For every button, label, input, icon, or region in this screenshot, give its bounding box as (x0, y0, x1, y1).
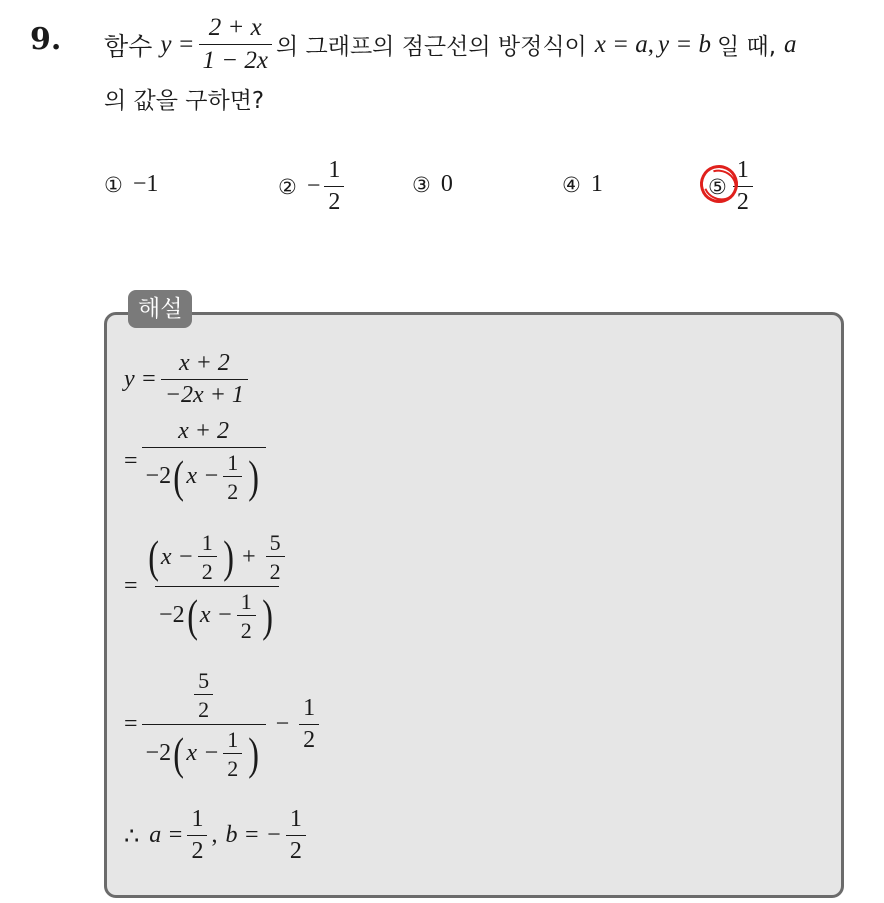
left-paren: ( (173, 727, 185, 779)
right-paren: ) (223, 531, 234, 583)
numerator: 1 (201, 530, 213, 555)
choice-3[interactable] (412, 171, 453, 198)
plus-sign: + (242, 543, 256, 570)
right-paren: ) (248, 450, 260, 502)
fraction-denominator: 1 − 2x (199, 44, 272, 76)
asymptote-y: y = b (658, 30, 711, 58)
added-fraction (266, 530, 285, 585)
coefficient: −2 (145, 463, 172, 490)
denominator: −2x + 1 (161, 379, 248, 410)
choice-value: 0 (440, 171, 453, 197)
a-value-lhs: a = (149, 822, 184, 849)
coefficient: −2 (159, 602, 185, 629)
solution-step-4 (124, 668, 323, 781)
solution-label: 해설 (128, 290, 192, 328)
denominator: 2 (324, 186, 344, 217)
comma: , (647, 30, 654, 58)
target-variable: a (784, 30, 797, 58)
equals-sign: = (124, 573, 138, 600)
step-fraction (142, 668, 266, 781)
step-fraction (142, 418, 266, 504)
denominator: 2 (237, 615, 256, 643)
inner-fraction (237, 589, 256, 644)
choice-value: −1 (132, 171, 159, 197)
question-number: 9. (30, 22, 62, 57)
solution-step-3 (124, 530, 297, 643)
choice-2[interactable] (278, 157, 348, 216)
comma: , (211, 822, 218, 849)
function-fraction (199, 14, 272, 76)
numerator: 1 (328, 157, 341, 183)
left-paren: ( (147, 531, 159, 583)
inner-fraction (198, 530, 217, 585)
b-value-fraction (286, 806, 306, 865)
choice-sign: − (306, 173, 321, 200)
numerator: 1 (289, 806, 302, 832)
step-fraction (161, 350, 248, 409)
inner-term: x − (160, 543, 194, 570)
question-text-post2: 일 때, (716, 34, 777, 61)
question-line-1 (104, 14, 797, 76)
step-fraction (142, 530, 293, 643)
therefore-icon: ∴ (124, 821, 140, 850)
solution-step-2 (124, 418, 270, 504)
denominator: 2 (299, 724, 319, 755)
question-text-post: 의 그래프의 점근선의 방정식이 (276, 34, 587, 61)
fraction-numerator: 2 + x (208, 14, 262, 41)
numerator: x + 2 (178, 418, 229, 444)
denominator: 2 (223, 753, 242, 781)
choice-marker: ④ (562, 172, 581, 197)
denominator: 2 (733, 186, 753, 217)
inner-term: x − (186, 740, 220, 767)
choice-fraction (324, 157, 344, 216)
denominator: 2 (194, 694, 213, 722)
numerator: 1 (227, 726, 239, 752)
right-paren: ) (248, 727, 260, 779)
equals-sign: = (124, 447, 138, 474)
numerator: 1 (303, 695, 316, 721)
solution-conclusion (124, 806, 310, 865)
function-lhs: y = (160, 30, 195, 58)
numerator: 1 (240, 588, 252, 614)
right-paren: ) (262, 589, 273, 641)
left-paren: ( (173, 450, 185, 502)
denominator (155, 586, 279, 644)
choice-4[interactable] (562, 171, 603, 198)
numerator-fraction (194, 668, 213, 723)
inner-fraction (223, 727, 242, 782)
denominator: 2 (223, 476, 242, 504)
numerator (142, 530, 293, 586)
numerator: 1 (227, 449, 239, 475)
choice-marker: ③ (412, 172, 431, 197)
minus-sign: − (275, 711, 290, 738)
denominator: 2 (286, 835, 306, 866)
question-line-2: 의 값을 구하면? (104, 88, 265, 114)
step-lhs: y = (124, 366, 157, 393)
tail-fraction (299, 695, 319, 754)
numerator: 1 (191, 806, 204, 832)
equals-sign: = (124, 711, 138, 738)
solution-step-1 (124, 350, 252, 409)
asymptote-x: x = a (594, 30, 648, 58)
b-value-lhs: b = − (225, 822, 282, 849)
denominator (142, 447, 266, 505)
choice-marker: ⑤ (708, 174, 727, 199)
denominator: 2 (266, 556, 285, 584)
denominator: 2 (187, 835, 207, 866)
left-paren: ( (186, 589, 198, 641)
a-value-fraction (187, 806, 207, 865)
choice-1[interactable] (104, 171, 158, 198)
inner-term: x − (199, 602, 233, 629)
choice-marker: ② (278, 174, 297, 199)
denominator: 2 (198, 556, 217, 584)
coefficient: −2 (145, 740, 172, 767)
choice-marker: ① (104, 172, 123, 197)
numerator: 5 (198, 668, 210, 693)
question-text-pre: 함수 (104, 31, 153, 61)
numerator: 5 (269, 530, 281, 555)
numerator: x + 2 (178, 350, 230, 376)
choice-value: 1 (590, 171, 603, 197)
inner-term: x − (186, 463, 220, 490)
inner-fraction (223, 450, 242, 505)
numerator (186, 668, 221, 724)
denominator (142, 724, 266, 782)
numerator: 1 (736, 157, 749, 183)
